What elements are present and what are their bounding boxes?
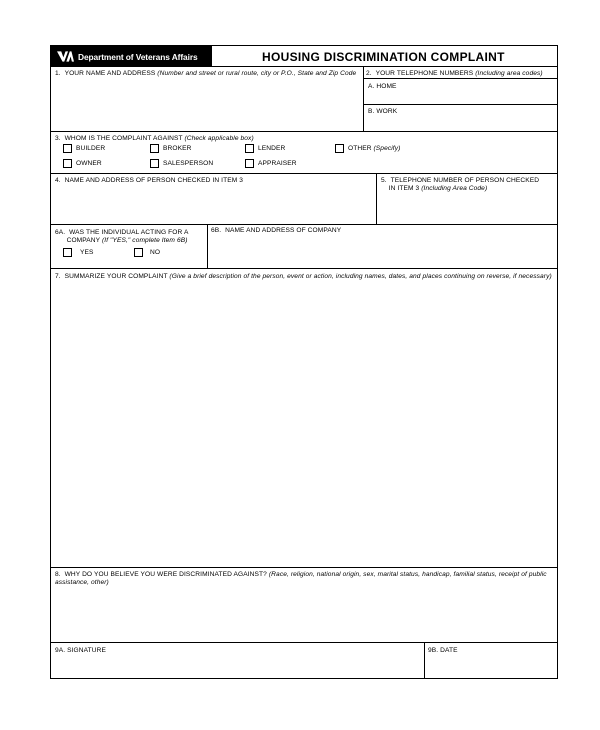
salesperson-label: SALESPERSON: [163, 160, 214, 167]
owner-checkbox[interactable]: [63, 159, 72, 168]
divider-item6a-item6b: [207, 224, 208, 268]
form-title: HOUSING DISCRIMINATION COMPLAINT: [262, 50, 505, 64]
divider-item4-item5: [376, 173, 377, 224]
row6-bottom: [50, 268, 558, 269]
salesperson-checkbox[interactable]: [150, 159, 159, 168]
owner-label: OWNER: [76, 160, 102, 167]
item2-divider-top: [363, 78, 558, 79]
broker-label: BROKER: [163, 145, 192, 152]
va-logo-icon: [57, 50, 74, 63]
builder-checkbox[interactable]: [63, 144, 72, 153]
no-label: NO: [150, 249, 161, 256]
item2-work-label: B. WORK: [368, 108, 398, 115]
row1-bottom: [50, 131, 558, 132]
item9b-label: 9B. DATE: [428, 647, 458, 654]
item7-label: 7. SUMMARIZE YOUR COMPLAINT (Give a brief description of the person, event or action, including names, dates, and places continuing on reverse, if necessary): [55, 273, 552, 280]
item4-label: 4. NAME AND ADDRESS OF PERSON CHECKED IN ITEM 3: [55, 177, 244, 184]
no-checkbox[interactable]: [134, 248, 143, 257]
date-input[interactable]: [426, 656, 556, 677]
divider-item1-item2: [363, 66, 364, 132]
divider-item9a-item9b: [424, 642, 425, 679]
appraiser-checkbox[interactable]: [245, 159, 254, 168]
item1-input[interactable]: [52, 79, 361, 130]
row4-bottom: [50, 224, 558, 225]
complaint-summary-input[interactable]: [52, 283, 556, 566]
item3-label: 3. WHOM IS THE COMPLAINT AGAINST (Check applicable box): [55, 135, 254, 142]
other-specify-input[interactable]: [405, 143, 555, 153]
lender-label: LENDER: [258, 145, 286, 152]
item6a-label: 6A. WAS THE INDIVIDUAL ACTING FOR A COMPANY (If "YES," complete Item 6B): [55, 229, 189, 244]
row7-bottom: [50, 567, 558, 568]
item8-label: 8. WHY DO YOU BELIEVE YOU WERE DISCRIMINATED AGAINST? (Race, religion, national origin, sex, marital status, handicap, familial status, receipt of public assistance, other): [55, 571, 547, 586]
item4-input[interactable]: [52, 186, 374, 222]
work-phone-input[interactable]: [365, 116, 556, 130]
item9a-label: 9A. SIGNATURE: [55, 647, 107, 654]
appraiser-label: APPRAISER: [258, 160, 297, 167]
item2-divider-mid: [363, 104, 558, 105]
item6b-input[interactable]: [209, 236, 556, 266]
signature-input[interactable]: [52, 656, 422, 677]
item1-label: 1. YOUR NAME AND ADDRESS (Number and street or rural route, city or P.O., State and Zip Code: [55, 70, 357, 77]
home-phone-input[interactable]: [365, 91, 556, 104]
item2-home-label: A. HOME: [368, 83, 397, 90]
row8-bottom: [50, 642, 558, 643]
item2-label: 2. YOUR TELEPHONE NUMBERS (Including area codes): [366, 70, 543, 77]
other-checkbox[interactable]: [335, 144, 344, 153]
item5-input[interactable]: [378, 195, 556, 222]
yes-checkbox[interactable]: [63, 248, 72, 257]
builder-label: BUILDER: [76, 145, 106, 152]
item5-label: 5. TELEPHONE NUMBER OF PERSON CHECKED IN ITEM 3 (Including Area Code): [381, 177, 540, 192]
header-divider: [50, 66, 558, 67]
agency-name: Department of Veterans Affairs: [78, 51, 198, 62]
discrimination-reason-input[interactable]: [52, 590, 556, 640]
broker-checkbox[interactable]: [150, 144, 159, 153]
yes-label: YES: [80, 249, 94, 256]
item6b-label: 6B. NAME AND ADDRESS OF COMPANY: [211, 227, 342, 234]
other-label: OTHER (Specify): [348, 145, 401, 152]
lender-checkbox[interactable]: [245, 144, 254, 153]
agency-logo-block: [51, 46, 212, 67]
row3-bottom: [50, 173, 558, 174]
